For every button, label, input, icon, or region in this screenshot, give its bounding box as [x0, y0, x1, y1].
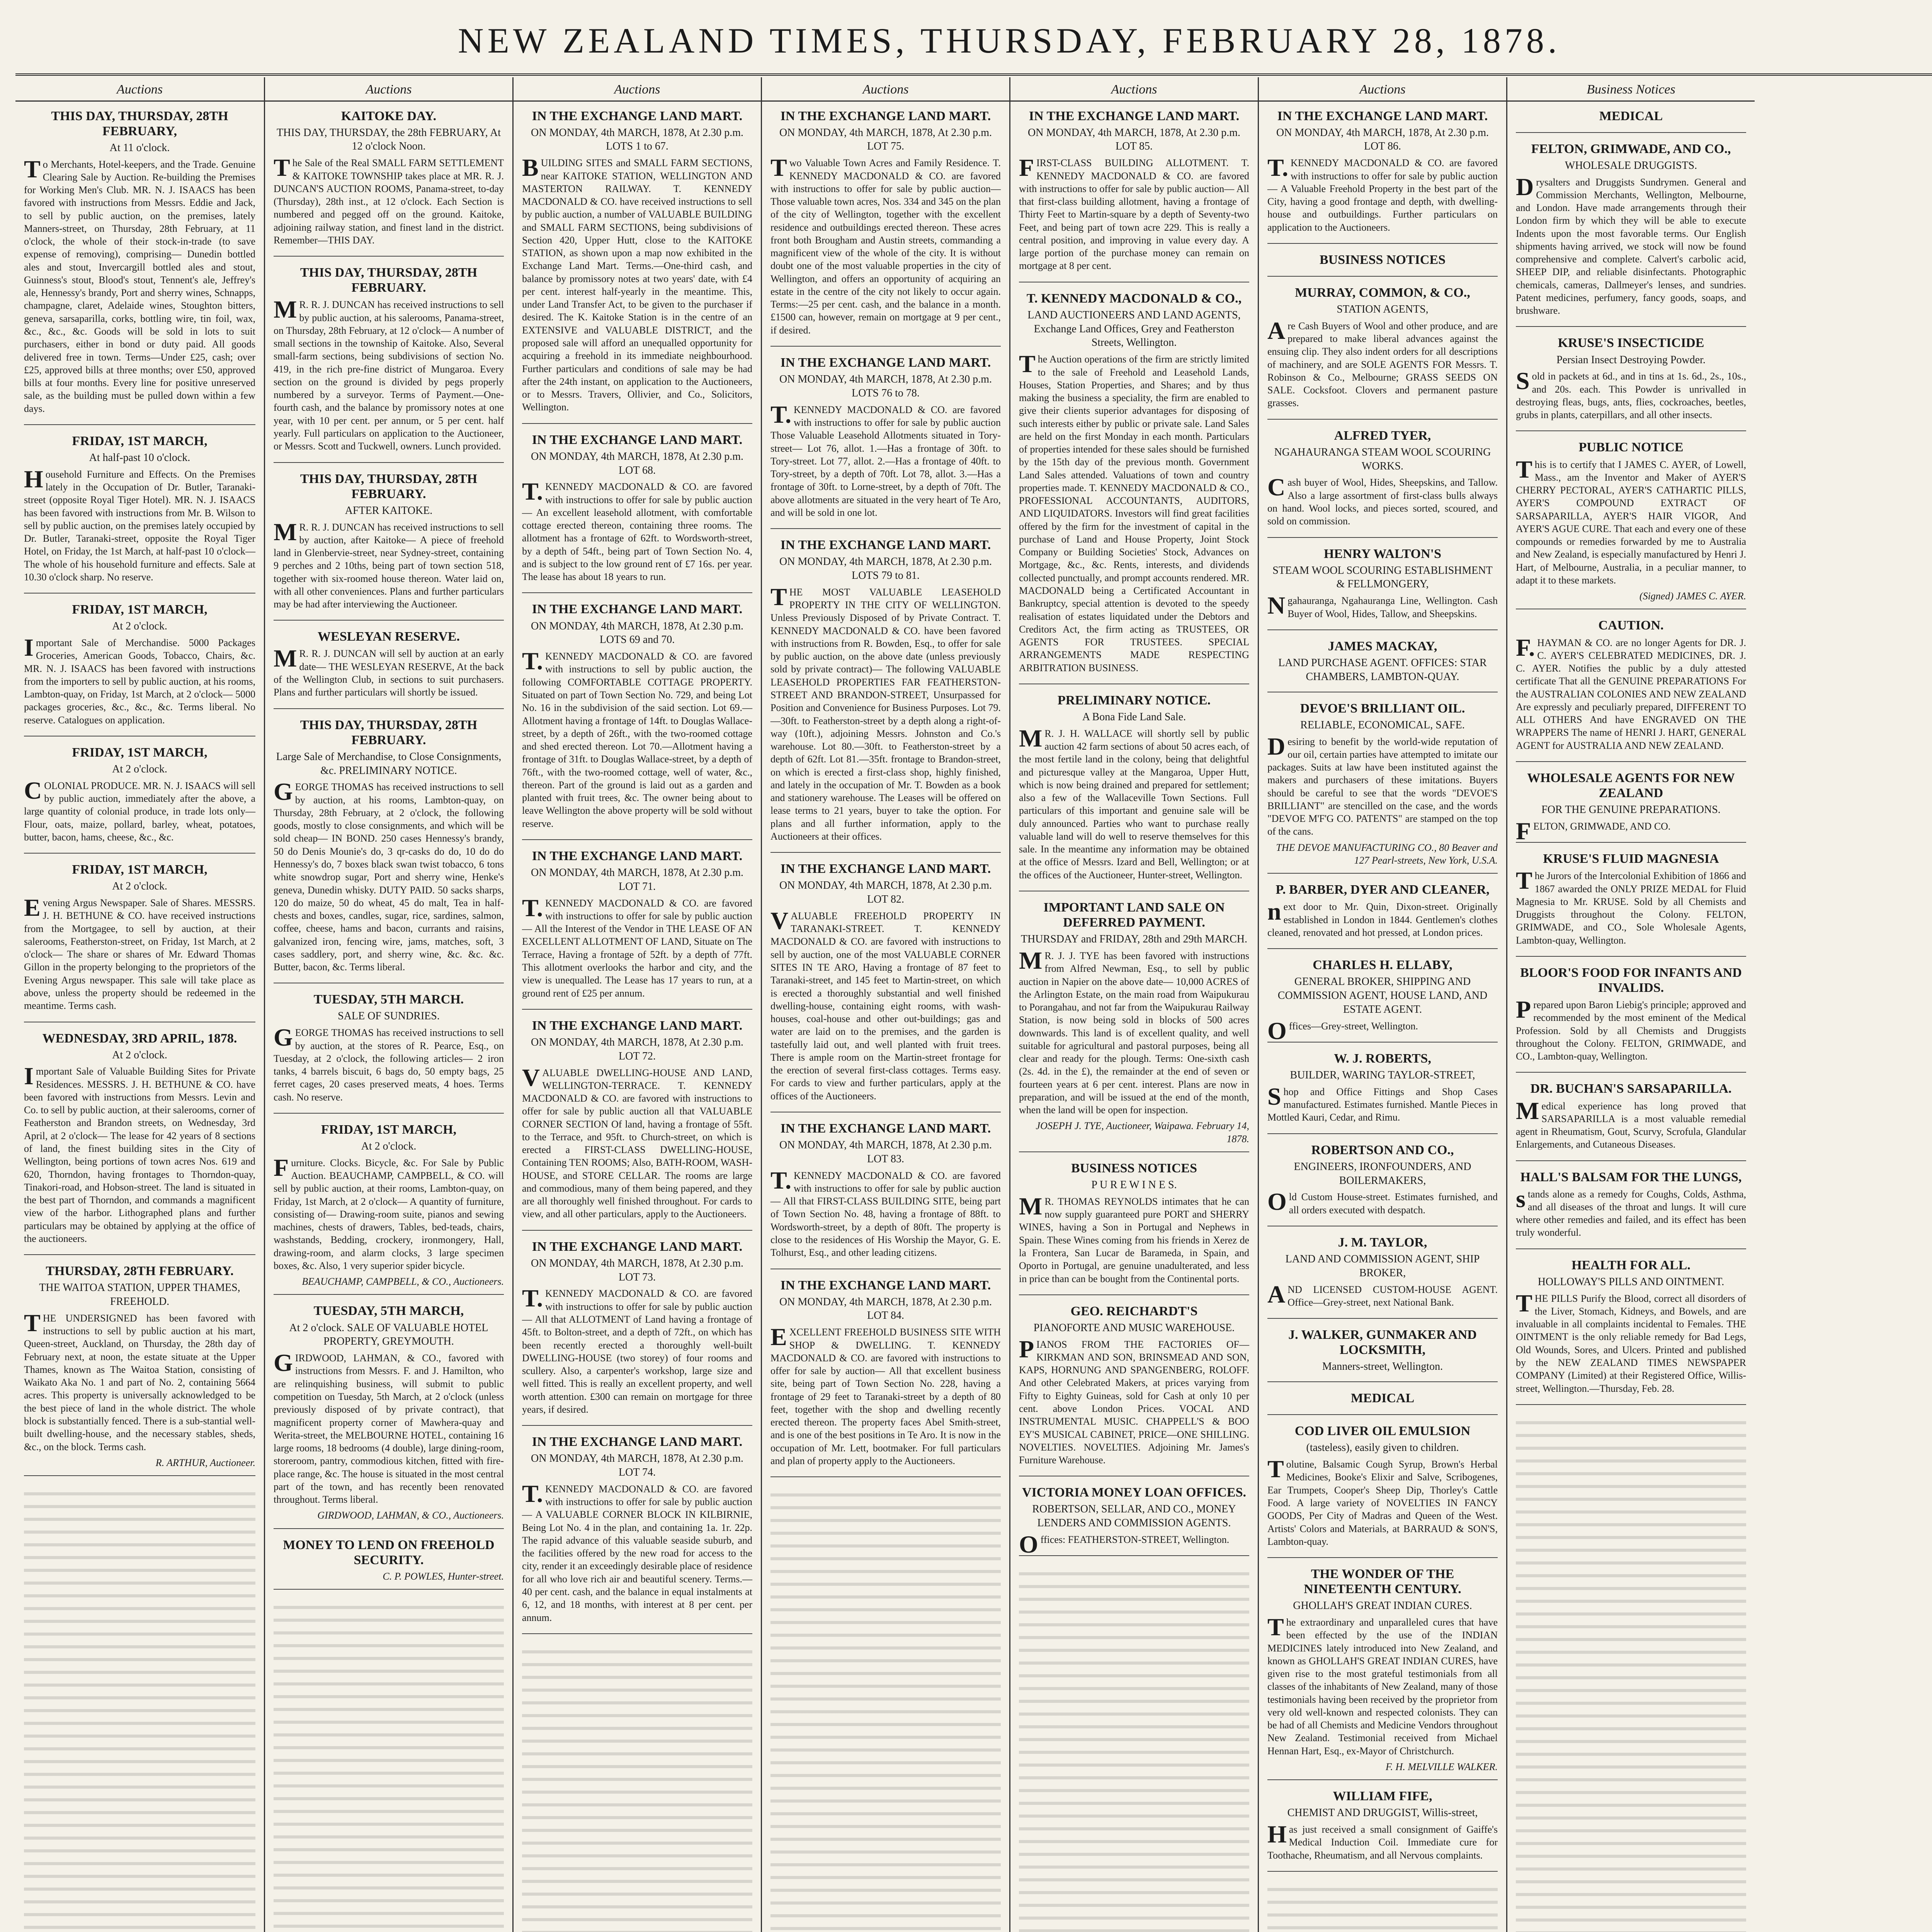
ad-signature: THE DEVOE MANUFACTURING CO., 80 Beaver and 127 Pearl-streets, New York, U.S.A.: [1276, 842, 1498, 866]
ad-body-text: GIRDWOOD, LAHMAN, & CO., favored with instructions from Messrs. F. and J. Hamilton, who are relinquishing business, will submit to public competition on Tuesday, 5th March, at 2 o'clock (unless previously disposed of by private contract), that magnificent property corner of Mawhera-quay and Werita-street, the MELBOURNE HOTEL, containing 16 large rooms, 18 bedrooms (4 double), large dining-room, storeroom, pantry, commodious kitchen, fitted with fire-place range, &c. The house is situated in the most central part of the town, and has recently been renovated throughout. Terms liberal.: [274, 1349, 504, 1505]
advertisement: [522, 1018, 752, 1231]
column-continuation-text: [522, 1643, 752, 1932]
advertisement: [274, 718, 504, 984]
ad-body-text: To Merchants, Hotel-keepers, and the Trade. Genuine Clearing Sale by Auction. Re-building the Premises for Working Men's Club. MR. N. J. ISAACS has been favored with instructions from Messrs. Eddie and Jack, to sell by public auction, on the premises, lately Manners-street, on Thursday, 28th February, at 11 o'clock, the whole of their stock-in-trade (to save expense of removing), comprising— Dunedin bottled ales and stout, Invercargill bottled ales and stout, Guinness's stout, Blood's stout, Tennent's ale, Jeffrey's ale, Hennessy's brandy, Port and sherry wines, Schnapps, champagne, claret, Adelaide wines, Stoughton bitters, geneva, sarsaparilla, corks, bottling wire, tin foil, wax, &c., &c., &c. Goods will be sold in lots to suit purchasers, either in bond or duty paid. All goods delivered free in town. Terms—Under £25, cash; over £25, approved bills at three months; over £50, approved bills at four months. Every line for positive unreserved sale, as the building must be pulled down within a few days.: [24, 155, 255, 414]
ad-signature: F. H. MELVILLE WALKER.: [1386, 1761, 1498, 1772]
advertisement: [1516, 1081, 1746, 1161]
ad-body-text: T.KENNEDY MACDONALD & CO. are favored with instructions to offer for sale by public auction— All that FIRST-CLASS BUILDING SITE, being part of Town Section No. 48, having a frontage of 88ft. to Wordsworth-street, by a depth of 80ft. The property is close to the residences of His Worship the Mayor, G. E. Tolhurst, Esq., and other leading citizens.: [770, 1166, 1001, 1259]
advertisement: [522, 602, 752, 840]
ad-subheading: ON MONDAY, 4th MARCH, 1878, At 2.30 p.m. LOT 85.: [1028, 126, 1240, 153]
ad-heading: CAUTION.: [1598, 618, 1664, 633]
ad-body-text: Important Sale of Merchandise. 5000 Packages Groceries, American Goods, Tobacco, Chairs, &c. MR. N. J. ISAACS has been favored with instructions from the importers to sell by public auction, at his rooms, Lambton-quay, on Friday, 1st March, at 2 o'clock— 5000 packages groceries, &c., &c., &c. Terms liberal. No reserve. Catalogues on application.: [24, 634, 255, 726]
column-6: [1258, 77, 1506, 1932]
ad-body-text: FELTON, GRIMWADE, AND CO.: [1516, 817, 1671, 845]
column-heading: Auctions: [15, 81, 264, 102]
ad-heading: IN THE EXCHANGE LAND MART.: [1277, 109, 1488, 123]
ad-body-text: F.HAYMAN & CO. are no longer Agents for DR. J. C. AYER'S CELEBRATED MEDICINES, DR. J. C. AYER. Notifies the public by a duly attested certificate That all the GENUINE PREPARATIONS For the AUSTRALIAN COLONIES AND NEW ZEALAND Are expressly and peculiarly prepared, DIFFERENT TO ALL OTHERS And have ENGRAVED ON THE WRAPPERS The name of HENRI J. HART, GENERAL AGENT for AUSTRALIA AND NEW ZEALAND.: [1516, 633, 1746, 751]
column-1: [15, 77, 264, 1932]
ad-heading: KRUSE'S FLUID MAGNESIA: [1543, 852, 1719, 866]
ad-subheading: RELIABLE, ECONOMICAL, SAFE.: [1300, 719, 1465, 731]
advertisement: [274, 1537, 504, 1590]
ad-body-text: Shop and Office Fittings and Shop Cases manufactured. Estimates furnished. Mantle Pieces in Mottled Kauri, Cedar, and Rimu.: [1267, 1082, 1498, 1123]
advertisement: [1019, 900, 1249, 1152]
ad-heading: ALFRED TYER,: [1334, 428, 1431, 443]
ad-body-text: Cash buyer of Wool, Hides, Sheepskins, and Tallow. Also a large assortment of first-class bulls always on hand. Wool locks, and pieces sorted, scoured, and sold on commission.: [1267, 473, 1498, 527]
ad-heading: IMPORTANT LAND SALE ON DEFERRED PAYMENT.: [1043, 900, 1225, 930]
ad-heading: BLOOR'S FOOD FOR INFANTS AND INVALIDS.: [1520, 965, 1742, 995]
advertisement: [1516, 851, 1746, 957]
ad-subheading: ON MONDAY, 4th MARCH, 1878, At 2.30 p.m. LOT 73.: [531, 1257, 743, 1283]
ad-body-text: Household Furniture and Effects. On the Premises lately in the Occupation of Dr. Butler, Taranaki-street (opposite Royal Tiger Hotel). MR. N. J. ISAACS has been favored with instructions from Mr. B. Wilson to sell by public auction, on the premises lately occupied by Dr. Butler, Taranaki-street, opposite the Royal Tiger Hotel, on Friday, the 1st March, at half-past 10 o'clock— The whole of his household furniture and effects. Sale at 10.30 o'clock sharp. No reserve.: [24, 465, 255, 583]
ad-signature: C. P. POWLES, Hunter-street.: [383, 1570, 504, 1582]
advertisement: [24, 862, 255, 1022]
ad-subheading: ON MONDAY, 4th MARCH, 1878, At 2.30 p.m. LOT 83.: [779, 1139, 992, 1165]
column-7: [1506, 77, 1755, 1932]
ad-body-text: MR. R. J. DUNCAN has received instructions to sell by auction, after Kaitoke— A piece of freehold land in Glenbervie-street, near Sydney-street, containing 9 perches and 2 10ths, being part of town section 518, together with six-roomed house thereon. Water laid on, with all other conveniences. Plans and further particulars may be had after interviewing the Auctioneer.: [274, 518, 504, 610]
ad-heading: MONEY TO LEND ON FREEHOLD SECURITY.: [283, 1537, 495, 1567]
ad-heading: IN THE EXCHANGE LAND MART.: [532, 432, 743, 447]
ad-heading: CHARLES H. ELLABY,: [1313, 958, 1452, 973]
advertisement: [24, 109, 255, 425]
advertisement: [1516, 109, 1746, 133]
advertisement: [1516, 335, 1746, 431]
ad-body-text: The Jurors of the Intercolonial Exhibition of 1866 and 1867 awarded the ONLY PRIZE MEDAL for Fluid Magnesia to Mr. KRUSE. Sold by all Chemists and Druggists throughout the Colony. FELTON, GRIMWADE, and CO., Sole Wholesale Agents, Lambton-quay, Wellington.: [1516, 867, 1747, 946]
advertisement: [1267, 252, 1498, 277]
ad-subheading: GHOLLAH'S GREAT INDIAN CURES.: [1293, 1600, 1472, 1612]
ad-body-text: T.KENNEDY MACDONALD & CO. are favored with instructions to offer for sale by public auction— All that ALLOTMENT of Land having a frontage of 45ft. to Bolton-street, and a depth of 72ft., on which has been recently erected a thoroughly well-built DWELLING-HOUSE (two storey) of four rooms and scullery. Also, a carpenter's workshop, large size and well fitted. This is really an excellent property, and well worth attention. £300 can remain on mortgage for three years, if desired.: [522, 1284, 752, 1415]
ad-body-text: THE UNDERSIGNED has been favored with instructions to sell by public auction at his mart, Queen-street, Auckland, on Thursday, the 28th day of February next, at noon, the estate situate at the Upper Thames, known as The Waitoa Station, consisting of Waikato Aka No. 1 and part of No. 2, containing 5664 acres. This property is universally acknowledged to be the best piece of land in the whole district. The whole block is substantially fenced. There is a sub-stantial well-built dwelling-house, and the necessary stables, sheds, &c., on the block. Terms cash.: [24, 1309, 255, 1452]
ad-body-text: stands alone as a remedy for Coughs, Colds, Asthma, and all diseases of the throat and lungs. It will cure where other remedies and failed, and its effect has been truly wonderful.: [1516, 1185, 1746, 1238]
advertisement: [274, 109, 504, 257]
advertisement: [1267, 1423, 1498, 1558]
ad-subheading: THURSDAY and FRIDAY, 28th and 29th MARCH.: [1020, 933, 1247, 946]
ad-heading: IN THE EXCHANGE LAND MART.: [532, 1239, 743, 1254]
ad-body-text: Old Custom House-street. Estimates furnished, and all orders executed with despatch.: [1267, 1188, 1498, 1216]
ad-body-text: GEORGE THOMAS has received instructions to sell by auction, at his rooms, Lambton-quay, on Thursday, 28th February, at 2 o'clock, the following goods, mostly to close consignments, and which will be sold cheap— IN BOND. 250 cases Hennessy's brandy, 50 do Denis Mounie's do, 3 qr-casks do do, 10 do do Hennessy's do, 7 boxes black swan twist tobacco, 6 tons white snowdrop sugar, Port and sherry wine, Henke's geneva, Dunedin whisky. DUTY PAID. 50 sacks sharps, 120 do maize, 50 do wheat, 45 do malt, Tea in half-chests and boxes, candles, sugar, rice, sardines, salmon, coffee, cheese, hams and bacon, currants and raisins, galvanized iron, fencing wire, jams, matches, soft, 3 cases saddlery, port, and sherry wine, &c. &c. &c. Butter, bacon, &c. Terms liberal.: [274, 778, 504, 973]
ad-subheading: FOR THE GENUINE PREPARATIONS.: [1541, 804, 1721, 816]
ad-body-text: THE MOST VALUABLE LEASEHOLD PROPERTY IN THE CITY OF WELLINGTON. Unless Previously Disposed of by Private Contract. T. KENNEDY MACDONALD & CO. have been favored with instructions from R. Bowden, Esq., to offer for sale by public auction, on the above date (unless previously sold by private contract)— The following VALUABLE LEASEHOLD PROPERTIES FAR FEATHERSTON-STREET AND BRANDON-STREET, Unsurpassed for Position and Convenience for Business Purposes. Lot 79.—30ft. to Featherston-street by a depth along a right-of-way (10ft.), adjoining Messrs. Johnston and Co.'s warehouse. Lot 80.—30ft. to Featherston-street by a depth of 62ft. Lot 81.—35ft. frontage to Brandon-street, on which is erected a first-class shop, highly finished, and lately in the occupation of Mr. T. Bowden as a book and stationery warehouse. The Leases will be offered on lease terms to 21 years, buyer to take the option. For plans and all further information, apply to the Auctioneers at their offices.: [770, 583, 1001, 842]
advertisement: [522, 1239, 752, 1426]
ad-body-text: Prepared upon Baron Liebig's principle; approved and recommended by the most eminent of the Medical Profession. Sold by all Chemists and Druggists throughout the Colony. FELTON, GRIMWADE, and CO., Lambton-quay, Wellington.: [1516, 996, 1746, 1062]
ad-subheading: WHOLESALE DRUGGISTS.: [1565, 159, 1697, 172]
ad-subheading: ON MONDAY, 4th MARCH, 1878, At 2.30 p.m. LOT 75.: [779, 126, 992, 153]
ad-heading: IN THE EXCHANGE LAND MART.: [1029, 109, 1240, 123]
ad-heading: GEO. REICHARDT'S: [1070, 1304, 1198, 1318]
ad-subheading: STATION AGENTS,: [1337, 303, 1429, 316]
ad-body-text: T.KENNEDY MACDONALD & CO. are favored with instructions to offer for sale by public auction— A Valuable Freehold Property in the best part of the City, having a good frontage and depth, with dwelling-house and outbuildings. Further particulars on application to the Auctioneers.: [1267, 154, 1498, 233]
advertisement: [1516, 1170, 1746, 1249]
advertisement: [770, 1121, 1001, 1269]
ad-subheading: ON MONDAY, 4th MARCH, 1878, At 2.30 p.m. LOTS 69 and 70.: [531, 620, 743, 646]
advertisement: [1267, 1235, 1498, 1319]
advertisement: [522, 849, 752, 1010]
ad-body-text: Evening Argus Newspaper. Sale of Shares. MESSRS. J. H. BETHUNE & CO. have received instructions from the Mortgagee, to sell by auction, at their salerooms, Featherston-street, on Friday, 1st March, at 2 o'clock— The share or shares of Mr. Edward Thomas Gillon in the property belonging to the proprietors of the Evening Argus newspaper. This sale will take place as above, unless the property should be redeemed in the meantime. Terms cash.: [24, 894, 255, 1012]
ad-body-text: Drysalters and Druggists Sundrymen. General and Commission Merchants, Wellington, Melbourne, and London. Have made arrangements through their London firm by which they will be able to execute Indents upon the most favorable terms. Our English shipments having arrived, we stock will now be found comprehensive and complete. Calvert's carbolic acid, SHEEP DIP, and reliable disinfectants. Photographic chemicals, cameras, Dallmeyer's lenses, and sundries. Patent medicines, perfumery, fancy goods, soaps, and brushware.: [1516, 173, 1746, 316]
ad-body-text: Desiring to benefit by the world-wide reputation of our oil, certain parties have attempted to imitate our packages. Suits at law have been instituted against the makers and purchasers of these imitations. Buyers should be careful to see that the words "DEVOE'S BRILLIANT" are stencilled on the case, and the words "DEVOE M'F'G CO. PATENTS" are stamped on the top of the cans.: [1267, 732, 1498, 837]
ad-heading: FRIDAY, 1ST MARCH,: [72, 602, 207, 617]
column-4: [761, 77, 1009, 1932]
advertisement: [1516, 440, 1746, 609]
advertisement: [1267, 546, 1498, 630]
ad-subheading: ON MONDAY, 4th MARCH, 1878, At 2.30 p.m. LOT 68.: [531, 450, 743, 476]
ad-body-text: T.KENNEDY MACDONALD & CO. are favored with instructions to offer for sale by public auction— All the Interest of the Vendor in THE LEASE OF AN EXCELLENT ALLOTMENT OF LAND, Situate on The Terrace, Having a frontage of 52ft. by a depth of 77ft. This allotment overlooks the harbor and city, and the view is unequalled. The Lease has 17 years to run, at a ground rent of £25 per annum.: [522, 894, 752, 999]
ad-body-text: The Auction operations of the firm are strictly limited to the sale of Freehold and Leasehold Lands, Houses, Station Properties, and Shares; and by thus making the business a speciality, the firm are enabled to give their clients superior advantages for disposing of such interests either by public or private sale. Land Sales are held on the first Monday in each month. Particulars of properties intended for these sales should be furnished by the 15th day of the previous month. Government Land Sales attended. Valuations of town and country properties made. T. KENNEDY MACDONALD & CO., PROFESSIONAL ACCOUNTANTS, AUDITORS, AND LIQUIDATORS. Investors will find great facilities offered by the firm for the investment of capital in the purchase of Land and House Property, Joint Stock Company or Building Societies' Stock, Advances on Mortgage, &c., &c. Rents, interests, and dividends collected punctually, and prompt accounts rendered. MR. MACDONALD being a Certificated Accountant in Bankruptcy, special attention is devoted to the speedy realisation of estates liquidated under the Debtors and Creditors Act, the firm acting as TRUSTEES, OR AGENTS FOR TRUSTEES. SPECIAL ARRANGEMENTS MADE RESPECTING ARBITRATION BUSINESS.: [1019, 350, 1249, 673]
ad-body-text: Furniture. Clocks. Bicycle, &c. For Sale by Public Auction. BEAUCHAMP, CAMPBELL, & CO. will sell by public auction, at their rooms, Lambton-quay, on Friday, 1st March, at 2 o'clock— A quantity of furniture, consisting of— Drawing-room suite, pianos and sewing machines, chests of drawers, Tables, bed-teads, chairs, washstands, Bedding, crockery, ironmongery, Hall, drawing-room, and alarm clocks, 3 large specimen boxes, &c. Also, 1 very superior spider bicycle.: [274, 1153, 504, 1271]
advertisement: [522, 109, 752, 424]
ad-body-text: COLONIAL PRODUCE. MR. N. J. ISAACS will sell by public auction, immediately after the above, a large quantity of colonial produce, in trade lots only— Flour, oats, maize, pollard, barley, wheat, potatoes, butter, bacon, hams, cheese, &c., &c.: [24, 776, 255, 843]
ad-heading: TUESDAY, 5TH MARCH.: [313, 992, 464, 1007]
ad-heading: DEVOE'S BRILLIANT OIL.: [1300, 701, 1465, 716]
ad-signature: JOSEPH J. TYE, Auctioneer, Waipawa. February 14, 1878.: [1036, 1120, 1249, 1145]
column-heading: Business Notices: [1507, 81, 1755, 102]
advertisement: [1267, 285, 1498, 420]
ad-subheading: At 2 o'clock.: [112, 1049, 167, 1061]
ad-heading: HENRY WALTON'S: [1324, 546, 1441, 561]
column-2: [264, 77, 512, 1932]
ad-subheading: ON MONDAY, 4th MARCH, 1878, At 2.30 p.m. LOT 71.: [531, 867, 743, 893]
ad-heading: IN THE EXCHANGE LAND MART.: [532, 1435, 743, 1449]
ad-heading: IN THE EXCHANGE LAND MART.: [532, 109, 743, 123]
ad-subheading: ON MONDAY, 4th MARCH, 1878, At 2.30 p.m. LOTS 1 to 67.: [531, 126, 743, 153]
ad-subheading: A Bona Fide Land Sale.: [1082, 711, 1186, 723]
advertisement: [1267, 1143, 1498, 1226]
ad-subheading: At 2 o'clock.: [361, 1140, 417, 1152]
ad-heading: IN THE EXCHANGE LAND MART.: [532, 602, 743, 617]
masthead: [15, 8, 1932, 76]
ad-heading: IN THE EXCHANGE LAND MART.: [780, 538, 991, 553]
ad-subheading: LAND PURCHASE AGENT. OFFICES: STAR CHAMBERS, LAMBTON-QUAY.: [1278, 656, 1487, 683]
advertisement: [1267, 701, 1498, 874]
ad-subheading: At 2 o'clock. SALE OF VALUABLE HOTEL PROPERTY, GREYMOUTH.: [289, 1321, 488, 1348]
column-heading: Auctions: [514, 81, 761, 102]
ad-body-text: Sold in packets at 6d., and in tins at 1s. 6d., 2s., 10s., and 20s. each. This Powder is unrivalled in destroying fleas, bugs, ants, flies, cockroaches, beetles, grubs in plants, caterpillars, and all other insects.: [1516, 367, 1746, 421]
ad-heading: VICTORIA MONEY LOAN OFFICES.: [1022, 1485, 1246, 1500]
advertisement: [1267, 109, 1498, 244]
ad-body-text: T.KENNEDY MACDONALD & CO. are favored with instructions to offer for sale by public auction— A VALUABLE CORNER BLOCK IN KILBIRNIE, Being Lot No. 4 in the plan, and containing 1a. 1r. 22p. The rapid advance of this valuable seaside suburb, and the facilities offered by the new road for access to the city, render it an exceedingly desirable place of residence for all who love rich air and beautiful scenery. Terms.—40 per cent. cash, and the balance in equal instalments at 6, 12, and 18 months, with interest at 8 per cent. per annum.: [522, 1480, 752, 1623]
advertisement: [1516, 1258, 1746, 1405]
advertisement: [770, 109, 1001, 347]
ad-subheading: (tasteless), easily given to children.: [1306, 1442, 1459, 1454]
ad-subheading: THIS DAY, THURSDAY, the 28th FEBRUARY, At 12 o'clock Noon.: [276, 126, 501, 153]
ad-subheading: P U R E W I N E S.: [1091, 1179, 1177, 1191]
ad-body-text: MR. THOMAS REYNOLDS intimates that he can now supply guaranteed pure PORT and SHERRY WINES, having a Son in Portugal and Nephews in Spain. These Wines coming from his friends in Xerez de la Frontera, San Lucar de Barameda, in Spain, and Oporto in Portugal, are genuine unadulterated, and less in price than can be bought from the Continental ports.: [1019, 1192, 1249, 1284]
advertisement: [1516, 770, 1746, 843]
ad-heading: HEALTH FOR ALL.: [1571, 1258, 1690, 1272]
ad-body-text: EXCELLENT FREEHOLD BUSINESS SITE WITH SHOP & DWELLING. T. KENNEDY MACDONALD & CO. are favored with instructions to offer for sale by auction— All that excellent business site, being part of Town Section No. 228, having a frontage of 29 feet to Taranaki-street by a depth of 80 feet, together with the shop and dwelling recently erected thereon. The property faces Abel Smith-street, and is one of the best positions in Te Aro. It is now in the occupation of Mr. Lett, bootmaker. For full particulars and plan of property apply to the Auctioneers.: [770, 1323, 1001, 1466]
advertisement: [1516, 965, 1746, 1073]
ad-heading: FRIDAY, 1ST MARCH,: [72, 434, 207, 448]
advertisement: [24, 602, 255, 736]
ad-heading: MURRAY, COMMON, & CO.,: [1295, 285, 1470, 300]
ad-subheading: ON MONDAY, 4th MARCH, 1878, At 2.30 p.m. LOT 84.: [779, 1296, 992, 1322]
advertisement: [1516, 618, 1746, 762]
advertisement: [274, 1122, 504, 1295]
advertisement: [770, 537, 1001, 853]
ad-heading: THIS DAY, THURSDAY, 28TH FEBRUARY.: [300, 265, 478, 295]
ad-body-text: GEORGE THOMAS has received instructions to sell by auction, at the stores of R. Pearce, Esq., on Tuesday, at 2 o'clock, the following articles— 2 iron tanks, 4 barrels biscuit, 6 bags do, 50 empty bags, 25 ferret cages, 20 cases preserved meats, 4 hoes. Terms cash. No reserve.: [274, 1024, 504, 1103]
ad-body-text: T.KENNEDY MACDONALD & CO. are favored with instructions to sell by public auction, the following COMFORTABLE COTTAGE PROPERTY. Situated on part of Town Section No. 729, and being Lot No. 16 in the subdivision of the said section. Lot 69.—Allotment having a frontage of 14ft. to Douglas Wallace-street, by a depth of 26ft., with the two-roomed cottage and shed erected thereon. Lot 70.—Allotment having a frontage of 31ft. to Douglas Wallace-street, by a depth of 76ft., with the two-roomed cottage, well of water, &c., thereon. Part of the ground is laid out as a garden and planted with fruit trees, &c. The owner being about to leave Wellington the above property will be sold without reserve.: [522, 647, 752, 829]
ad-body-text: Has just received a small consignment of Gaiffe's Medical Induction Coil. Immediate cure for Toothache, Rheumatism, and all Nervous complaints.: [1267, 1820, 1498, 1861]
ad-heading: IN THE EXCHANGE LAND MART.: [780, 109, 991, 123]
ad-heading: WHOLESALE AGENTS FOR NEW ZEALAND: [1527, 770, 1735, 801]
ad-subheading: ON MONDAY, 4th MARCH, 1878, At 2.30 p.m. LOT 74.: [531, 1452, 743, 1479]
ad-body-text: THE PILLS Purify the Blood, correct all disorders of the Liver, Stomach, Kidneys, and Bowels, and are invaluable in all complaints incidental to Females. THE OINTMENT is the only reliable remedy for Bad Legs, Old Wounds, Sores, and Ulcers. Printed and published by the NEW ZEALAND TIMES NEWSPAPER COMPANY (Limited) at their Registered Office, Willis-street, Wellington.—Thursday, Feb. 28.: [1516, 1289, 1746, 1394]
ad-subheading: CHEMIST AND DRUGGIST, Willis-street,: [1287, 1807, 1478, 1819]
ad-heading: IN THE EXCHANGE LAND MART.: [780, 355, 991, 370]
ad-subheading: ON MONDAY, 4th MARCH, 1878, At 2.30 p.m. LOTS 76 to 78.: [779, 373, 992, 399]
ad-signature: (Signed) JAMES C. AYER.: [1639, 590, 1746, 602]
advertisement: [1267, 882, 1498, 949]
ad-heading: FRIDAY, 1ST MARCH,: [72, 862, 207, 877]
ad-body-text: VALUABLE FREEHOLD PROPERTY IN TARANAKI-STREET. T. KENNEDY MACDONALD & CO. are favored with instructions to sell by auction, one of the most VALUABLE CORNER SITES IN TE ARO, Having a frontage of 87 feet to Taranaki-street, and 145 feet to Martin-street, on which is erected a thoroughly substantial and well finished dwelling-house, containing eight rooms, with wash-houses, coal-house and other out-buildings; gas and water are laid on to the premises, and the garden is tastefully laid out, and well planted with fruit trees. There is ample room on the Martin-street frontage for the erection of several first-class cottages. Terms easy. For cards to view and further particulars, apply at the offices of the Auctioneers.: [770, 906, 1001, 1102]
ad-body-text: Offices: FEATHERSTON-STREET, Wellington.: [1019, 1531, 1230, 1558]
advertisement: [1267, 639, 1498, 692]
advertisement: [522, 432, 752, 594]
ad-subheading: ON MONDAY, 4th MARCH, 1878, At 2.30 p.m. LOT 82.: [779, 879, 992, 906]
ad-subheading: LAND AND COMMISSION AGENT, SHIP BROKER,: [1285, 1253, 1480, 1279]
advertisement: [1019, 109, 1249, 282]
advertisement: [1019, 693, 1249, 891]
ad-subheading: ROBERTSON, SELLAR, AND CO., MONEY LENDERS AND COMMISSION AGENTS.: [1032, 1503, 1236, 1529]
ad-heading: IN THE EXCHANGE LAND MART.: [532, 849, 743, 863]
ad-body-text: The extraordinary and unparalleled cures that have been effected by the use of the INDIAN MEDICINES lately introduced into New Zealand, and known as GHOLLAH'S GREAT INDIAN CURES, have given rise to the most grateful testimonials from all classes of the inhabitants of New Zealand, many of those testimonials having been received by the proprietor from very old well-known and respected colonists. They can be had of all Chemists and Medicine Vendors throughout New Zealand. Testimonial received from Michael Hennan Hart, Esq., ex-Mayor of Christchurch.: [1267, 1613, 1498, 1757]
advertisement: [24, 745, 255, 854]
ad-subheading: At 2 o'clock.: [112, 880, 167, 893]
column-heading: Auctions: [1259, 81, 1506, 102]
ad-subheading: STEAM WOOL SCOURING ESTABLISHMENT & FELLMONGERY,: [1272, 564, 1493, 590]
ad-heading: THURSDAY, 28TH FEBRUARY.: [46, 1264, 234, 1279]
ad-subheading: AFTER KAITOKE.: [345, 504, 433, 517]
ad-heading: PUBLIC NOTICE: [1578, 440, 1684, 455]
advertisement: [522, 1434, 752, 1634]
ad-heading: WESLEYAN RESERVE.: [318, 629, 460, 644]
ad-heading: THIS DAY, THURSDAY, 28TH FEBRUARY.: [300, 718, 478, 747]
advertisement: [1267, 1327, 1498, 1382]
advertisement: [1019, 291, 1249, 684]
column-continuation-text: [1019, 1565, 1249, 1932]
ad-body-text: MR. J. H. WALLACE will shortly sell by public auction 42 farm sections of about 50 acres each, of the most fertile land in the colony, being that delightful and picturesque valley at the Mangaroa, Upper Hutt, which is now being drained and prepared for settlement; also a few of the Wallaceville Town Sections. Full particulars of this important and genuine sale will be duly announced. Parties who want to purchase really valuable land will do well to reserve themselves for this sale. In the meantime any information may be obtained at the office of Messrs. Izard and Bell, Wellington; or at the offices of the Auctioneer, Hunter-street, Wellington.: [1019, 724, 1249, 881]
ad-heading: WILLIAM FIFE,: [1333, 1789, 1432, 1804]
ad-heading: FRIDAY, 1ST MARCH,: [321, 1122, 457, 1137]
ad-heading: PRELIMINARY NOTICE.: [1057, 693, 1211, 707]
ad-signature: BEAUCHAMP, CAMPBELL, & CO., Auctioneers.: [302, 1276, 504, 1287]
ad-body-text: Important Sale of Valuable Building Sites for Private Residences. MESSRS. J. H. BETHUNE & CO. have been favored with instructions from Messrs. Levin and Co. to sell by public auction, at their salerooms, corner of Featherston and Brandon streets, on Wednesday, 3rd April, at 2 o'clock— The lease for 42 years of 8 sections of land, the finest building sites in the City of Wellington, being portions of town acres Nos. 619 and 620, Thorndon, having frontages to Thorndon-quay, Tinakori-road, and Hobson-street. The land is situated in the best part of Thorndon, and commands a magnificent view of the harbor. Lithographed plans and further particulars may be obtained by applying at the office of the auctioneers.: [24, 1062, 255, 1244]
ad-heading: TUESDAY, 5TH MARCH,: [313, 1304, 464, 1318]
column-continuation-text: [274, 1598, 504, 1932]
column-heading: Auctions: [762, 81, 1009, 102]
ad-subheading: SALE OF SUNDRIES.: [338, 1010, 440, 1022]
advertisement: [24, 1264, 255, 1476]
column-5: [1009, 77, 1258, 1932]
ad-subheading: Persian Insect Destroying Powder.: [1556, 354, 1706, 366]
ad-heading: THIS DAY, THURSDAY, 28TH FEBRUARY.: [300, 471, 478, 501]
ad-heading: IN THE EXCHANGE LAND MART.: [780, 862, 991, 876]
ad-subheading: HOLLOWAY'S PILLS AND OINTMENT.: [1537, 1276, 1725, 1288]
advertisement: [770, 355, 1001, 529]
ad-body-text: Offices—Grey-street, Wellington.: [1267, 1017, 1418, 1044]
column-heading: Auctions: [265, 81, 512, 102]
ad-heading: MEDICAL: [1350, 1391, 1415, 1406]
ad-body-text: BUILDING SITES and SMALL FARM SECTIONS, near KAITOKE STATION, WELLINGTON AND MASTERTON RAILWAY. T. KENNEDY MACDONALD & CO. have received instructions to sell by public auction, a number of VALUABLE BUILDING and SMALL FARM SECTIONS, being subdivisions of Section 420, Upper Hutt, close to the KAITOKE STATION, as shown upon a map now exhibited in the Exchange Land Mart. Terms.—One-third cash, and balance by promissory notes at two years' date, with £4 per cent. interest half-yearly in the meantime. This, under Land Transfer Act, to be given to the purchaser if desired. The K. Kaitoke Station is in the centre of an EXTENSIVE and VALUABLE DISTRICT, and the proposed sale will afford an unequalled opportunity for acquiring a freehold in its immediate neighbourhood. Further particulars and conditions of sale may be had after the 24th instant, on application to the Auctioneers, or to Messrs. Travers, Ollivier, and Co., Solicitors, Wellington.: [522, 154, 752, 413]
ad-subheading: At 11 o'clock.: [109, 141, 170, 154]
advertisement: [274, 629, 504, 709]
column-continuation-text: [1267, 1880, 1498, 1932]
ad-body-text: Tolutine, Balsamic Cough Syrup, Brown's Herbal Medicines, Booke's Elixir and Salve, Scribogenes, Ear Trumpets, Cooper's Sheep Dip, Thorley's Cattle Food. A large variety of NOVELTIES IN FANCY GOODS, Per City of Madras and Queen of the West. Artists' Colors and Materials, at BARRAUD & SON'S, Lambton-quay.: [1267, 1455, 1498, 1547]
ad-body-text: next door to Mr. Quin, Dixon-street. Originally established in London in 1844. Gentlemen's clothes cleaned, renovated and hot pressed, at London prices.: [1267, 898, 1498, 938]
advertisement: [274, 265, 504, 463]
ad-heading: P. BARBER, DYER AND CLEANER,: [1276, 883, 1490, 897]
advertisement: [274, 1303, 504, 1529]
ad-subheading: At 2 o'clock.: [112, 763, 167, 776]
ad-heading: IN THE EXCHANGE LAND MART.: [532, 1018, 743, 1033]
ad-heading: ROBERTSON AND CO.,: [1311, 1143, 1454, 1157]
ad-heading: MEDICAL: [1599, 109, 1663, 123]
ad-subheading: NGAHAURANGA STEAM WOOL SCOURING WORKS.: [1274, 446, 1491, 472]
advertisement: [1267, 428, 1498, 538]
advertisement: [1267, 957, 1498, 1043]
ad-subheading: PIANOFORTE AND MUSIC WAREHOUSE.: [1033, 1321, 1235, 1334]
ad-body-text: Are Cash Buyers of Wool and other produce, and are prepared to make liberal advances against the ensuing clip. They also indent orders for all descriptions of machinery, and are SOLE AGENTS FOR Messrs. T. Robinson & Co., Melbourne; GRASS SEEDS ON SALE. Cocksfoot. Clovers and permanent pasture grasses.: [1267, 316, 1498, 409]
advertisement: [1267, 1789, 1498, 1872]
ad-heading: W. J. ROBERTS,: [1334, 1051, 1431, 1066]
column-3: [512, 77, 761, 1932]
masthead-title: NEW ZEALAND TIMES, THURSDAY, FEBRUARY 28, 1878.: [458, 21, 1561, 60]
ad-body-text: T.KENNEDY MACDONALD & CO. are favored with instructions to offer for sale by public auction Those Valuable Leasehold Allotments situated in Tory-street— Lot 76, allot. 1.—Has a frontage of 30ft. to Tory-street. Lot 77, allot. 2.—Has a frontage of 40ft. to Tory-street, by a depth of 70ft. Lot 78, allot. 3.—Has a frontage of 30ft. to Lorne-street, by a depth of 70ft. The above allotments are situated in the very heart of Te Aro, and will be sold in one lot.: [770, 400, 1001, 518]
column-continuation-text: [770, 1486, 1001, 1932]
ad-heading: KRUSE'S INSECTICIDE: [1558, 336, 1704, 350]
ad-body-text: VALUABLE DWELLING-HOUSE AND LAND, WELLINGTON-TERRACE. T. KENNEDY MACDONALD & CO. are favored with instructions to offer for sale by public auction all that VALUABLE CORNER SECTION Of land, having a frontage of 55ft. to the Terrace, and 95ft. to Church-street, on which is erected a FIRST-CLASS DWELLING-HOUSE, Containing TEN ROOMS; Also, BATH-ROOM, WASH-HOUSE, and STORE CELLAR. The rooms are large and commodious, many of them being papered, and they are all thoroughly well finished throughout. For cards to view, and all other particulars, apply to the Auctioneers.: [522, 1063, 752, 1220]
advertisement: [24, 434, 255, 594]
ad-subheading: BUILDER, WARING TAYLOR-STREET,: [1290, 1069, 1475, 1081]
ad-subheading: Manners-street, Wellington.: [1322, 1361, 1443, 1373]
advertisement: [1019, 1304, 1249, 1477]
ad-subheading: Large Sale of Merchandise, to Close Consignments, &c. PRELIMINARY NOTICE.: [276, 750, 502, 777]
ad-body-text: Ngahauranga, Ngahauranga Line, Wellington. Cash Buyer of Wool, Hides, Tallow, and Sheepskins.: [1267, 592, 1498, 619]
advertisement: [274, 471, 504, 621]
ad-heading: T. KENNEDY MACDONALD & CO.,: [1026, 291, 1242, 306]
ad-heading: COD LIVER OIL EMULSION: [1294, 1424, 1471, 1439]
ad-body-text: MR. J. J. TYE has been favored with instructions from Alfred Newman, Esq., to sell by public auction in Napier on the above date— 10,000 ACRES of the Arlington Estate, on the main road from Waipukurau to Porangahau, and not far from the Waipukurau Railway Station, is now being sold in blocks of 500 acres downwards. This land is of excellent quality, and well suitable for agricultural and pastoral purposes, being all clear and ready for the plough. Terms: One-sixth cash (2s. 4d. in the £), the remainder at the end of seven or fourteen years at 6 per cent. interest. Plans are now in preparation, and will be issued at the end of the month, when the land will be open for inspection.: [1019, 947, 1249, 1116]
columns-grid: [15, 77, 1932, 1932]
ad-heading: THE WONDER OF THE NINETEENTH CENTURY.: [1304, 1567, 1461, 1597]
ad-heading: BUSINESS NOTICES: [1320, 252, 1446, 267]
ad-body-text: PIANOS FROM THE FACTORIES OF— KIRKMAN AND SON, BRINSMEAD AND SON, KAPS, HORNUNG AND SPANGENBERG, ROLOFF. And other Celebrated Makers, at prices varying from Fifty to Eighty Guineas, sold for Cash at only 10 per cent. above London Prices. VOCAL AND INSTRUMENTAL MUSIC. CHAPPELL'S & BOO EY'S MUSICAL CABINET, PRICE—ONE SHILLING. NOVELTIES. NOVELTIES. Adjoining Mr. James's Furniture Warehouse.: [1019, 1335, 1249, 1466]
ad-body-text: FIRST-CLASS BUILDING ALLOTMENT. T. KENNEDY MACDONALD & CO. are favored with instructions to offer for sale by public auction— All that first-class building allotment, having a frontage of Thirty Feet to Martin-square by a depth of Seventy-two Feet, and being part of town acre 229. This is really a central position, and improving in value every day. A large portion of the purchase money can remain on mortgage at 8 per cent.: [1019, 154, 1249, 272]
column-heading: Auctions: [1010, 81, 1258, 102]
column-continuation-text: [1516, 1413, 1746, 1932]
ad-subheading: ENGINEERS, IRONFOUNDERS, AND BOILERMAKERS,: [1294, 1160, 1471, 1187]
ad-body-text: AND LICENSED CUSTOM-HOUSE AGENT. Office—Grey-street, next National Bank.: [1267, 1280, 1498, 1308]
ad-heading: HALL'S BALSAM FOR THE LUNGS,: [1520, 1170, 1742, 1184]
advertisement: [1267, 1391, 1498, 1415]
ad-subheading: At 2 o'clock.: [112, 620, 167, 633]
advertisement: [1267, 1566, 1498, 1780]
ad-signature: R. ARTHUR, Auctioneer.: [155, 1457, 255, 1468]
ad-subheading: ON MONDAY, 4th MARCH, 1878, At 2.30 p.m. LOTS 79 to 81.: [779, 556, 992, 582]
ad-signature: GIRDWOOD, LAHMAN, & CO., Auctioneers.: [317, 1510, 504, 1521]
ad-subheading: At half-past 10 o'clock.: [89, 451, 190, 464]
ad-body-text: This is to certify that I JAMES C. AYER, of Lowell, Mass., am the Inventor and Maker of AYER'S CHERRY PECTORAL, AYER'S CATHARTIC PILLS, AYER'S COMPOUND EXTRACT OF SARSAPARILLA, AYER'S HAIR VIGOR, And AYER'S AGUE CURE. That each and every one of these compounds or remedies forwarded by me to Australia and New Zealand, is especially manufactured by Henri J. Hart, of Melbourne, Australia, in a peculiar manner, to adapt it to these markets.: [1516, 455, 1746, 586]
advertisement: [770, 861, 1001, 1112]
advertisement: [770, 1278, 1001, 1478]
ad-heading: WEDNESDAY, 3RD APRIL, 1878.: [42, 1031, 237, 1046]
ad-heading: J. M. TAYLOR,: [1338, 1235, 1427, 1250]
ad-heading: FELTON, GRIMWADE, AND CO.,: [1531, 141, 1731, 156]
ad-heading: J. WALKER, GUNMAKER AND LOCKSMITH,: [1288, 1328, 1477, 1357]
ad-heading: IN THE EXCHANGE LAND MART.: [780, 1278, 991, 1293]
advertisement: [1019, 1161, 1249, 1295]
ad-heading: FRIDAY, 1ST MARCH,: [72, 745, 207, 760]
ad-body-text: MR. R. J. DUNCAN has received instructions to sell by public auction, at his salerooms, Panama-street, on Thursday, 28th February, at 12 o'clock— A number of small sections in the township of Kaitoke. Also, Several small-farm sections, being subdivisions of section No. 419, in the rich pre-fine district of Mungaroa. Every section on the ground is divided by pegs properly numbered by a surveyor. Terms of Payment.—One-fourth cash, and the balance by promissory notes at one year, with 10 per cent. per annum, or 5 per cent. half yearly. Full particulars on application to the Auctioneer, or Messrs. Scott and Tuckwell, owners. Lunch provided.: [274, 296, 504, 452]
ad-heading: BUSINESS NOTICES: [1071, 1161, 1197, 1175]
ad-heading: KAITOKE DAY.: [341, 109, 437, 123]
ad-subheading: ON MONDAY, 4th MARCH, 1878, At 2.30 p.m. LOT 86.: [1276, 126, 1489, 153]
ad-body-text: The Sale of the Real SMALL FARM SETTLEMENT & KAITOKE TOWNSHIP takes place at MR. R. J. DUNCAN'S AUCTION ROOMS, Panama-street, to-day (Thursday), 28th inst., at 12 o'clock. Each Section is numbered and pegged off on the ground. Kaitoke, adjoining railway station, and finest land in the district. Remember—THIS DAY.: [274, 154, 504, 246]
ad-subheading: THE WAITOA STATION, UPPER THAMES, FREEHOLD.: [39, 1282, 240, 1308]
ad-subheading: GENERAL BROKER, SHIPPING AND COMMISSION AGENT, HOUSE LAND, AND ESTATE AGENT.: [1277, 976, 1488, 1015]
ad-heading: DR. BUCHAN'S SARSAPARILLA.: [1530, 1082, 1732, 1096]
ad-heading: IN THE EXCHANGE LAND MART.: [780, 1121, 991, 1136]
ad-body-text: Medical experience has long proved that SARSAPARILLA is a most valuable remedial agent in Rheumatism, Gout, Scurvy, Scrofula, Glandular Enlargements, and Cutaneous Diseases.: [1516, 1097, 1746, 1150]
ad-heading: THIS DAY, THURSDAY, 28TH FEBRUARY,: [51, 109, 228, 138]
advertisement: [274, 992, 504, 1114]
advertisement: [1516, 141, 1746, 327]
ad-subheading: LAND AUCTIONEERS AND LAND AGENTS, Exchange Land Offices, Grey and Featherston Streets, Wellington.: [1027, 309, 1241, 349]
advertisement: [24, 1031, 255, 1255]
ad-body-text: Two Valuable Town Acres and Family Residence. T. KENNEDY MACDONALD & CO. are favored with instructions to offer for sale by public auction— Those valuable town acres, Nos. 334 and 345 on the plan of the city of Wellington, together with the excellent residence and outbuildings erected thereon. These acres front both Brougham and Austin streets, commanding a magnificent view of the whole of the city. It is without doubt one of the most valuable properties in the city of Wellington, and offers an opportunity of acquiring an estate in the centre of the city not likely to occur again. Terms:—25 per cent. cash, and the balance in a month. £1500 can, however, remain on mortgage at 9 per cent., if desired.: [770, 154, 1001, 336]
ad-body-text: T.KENNEDY MACDONALD & CO. are favored with instructions to offer for sale by public auction— An excellent leasehold allotment, with comfortable cottage erected thereon, containing three rooms. The allotment has a frontage of 62ft. to Wordsworth-street, by a depth of 54ft., being part of Town Section No. 4, and is subject to the low ground rent of £7 16s. per year. The lease has about 18 years to run.: [522, 478, 752, 583]
advertisement: [1019, 1485, 1249, 1556]
ad-body-text: MR. R. J. DUNCAN will sell by auction at an early date— THE WESLEYAN RESERVE, At the back of the Wellington Club, in sections to suit purchasers. Plans and further particulars will shortly be issued.: [274, 645, 504, 698]
ad-heading: JAMES MACKAY,: [1328, 639, 1437, 653]
column-continuation-text: [24, 1485, 255, 1932]
ad-subheading: ON MONDAY, 4th MARCH, 1878, At 2.30 p.m. LOT 72.: [531, 1036, 743, 1062]
advertisement: [1267, 1051, 1498, 1134]
